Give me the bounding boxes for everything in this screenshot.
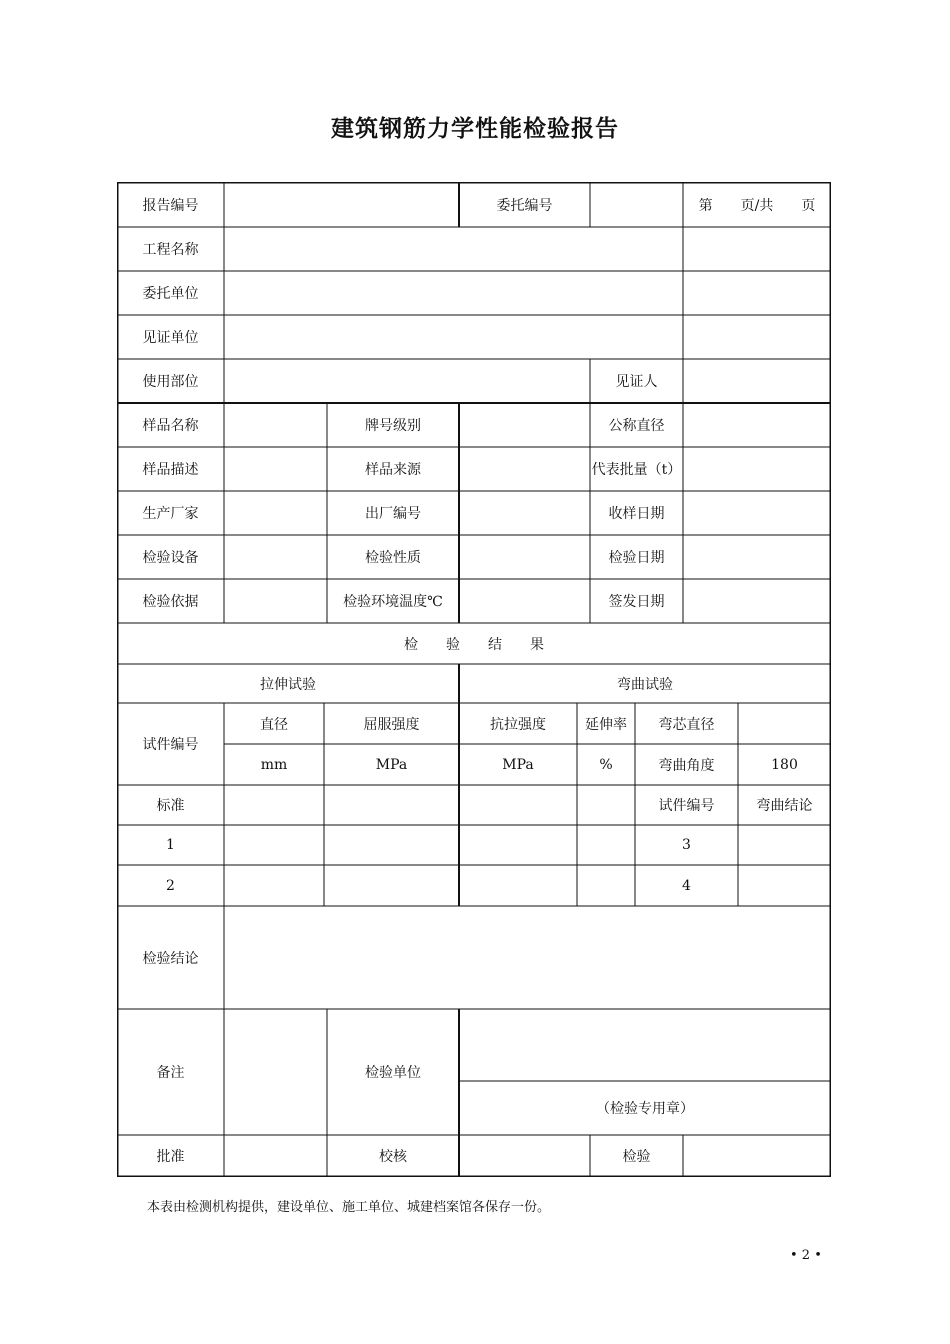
- bend-specimen-number: 3: [682, 837, 691, 853]
- approve-label: 批准: [156, 1149, 185, 1165]
- yield-strength-label: 屈服强度: [363, 716, 420, 733]
- page-number: • 2 •: [790, 1248, 822, 1263]
- review-field[interactable]: [459, 1135, 590, 1177]
- unit-percent: %: [599, 756, 613, 773]
- commission-no-label: 委托编号: [496, 197, 553, 214]
- unit-mpa-tensile: MPa: [502, 756, 534, 773]
- specimen-no-label: 试件编号: [142, 737, 199, 753]
- conclusion-field[interactable]: [224, 906, 831, 1009]
- seal-label: （检验专用章）: [596, 1101, 694, 1117]
- conclusion-label: 检验结论: [142, 950, 199, 967]
- test-date-label: 检验日期: [608, 550, 665, 566]
- bend-angle-value: 180: [771, 756, 798, 773]
- sample-description-label: 样品描述: [142, 462, 199, 478]
- usage-location-field[interactable]: [224, 359, 590, 403]
- client-label: 委托单位: [142, 286, 199, 302]
- bend-specimen-number: 4: [682, 877, 691, 894]
- mandrel-diameter-label: 弯芯直径: [658, 716, 715, 733]
- review-label: 校核: [379, 1149, 407, 1165]
- issue-date-label: 签发日期: [608, 594, 665, 610]
- witness-unit-field[interactable]: [224, 315, 683, 359]
- manufacturer-label: 生产厂家: [142, 506, 199, 522]
- approve-field[interactable]: [224, 1135, 327, 1177]
- client-field[interactable]: [224, 271, 683, 315]
- report-no-label: 报告编号: [142, 197, 199, 214]
- env-temp-label: 检验环境温度℃: [343, 594, 443, 610]
- bend-conclusion-label: 弯曲结论: [756, 798, 813, 814]
- standard-label: 标准: [156, 798, 185, 814]
- specimen-row-number: 1: [166, 837, 175, 853]
- nominal-diameter-label: 公称直径: [608, 418, 665, 434]
- bend-test-label: 弯曲试验: [617, 676, 673, 693]
- test-unit-field[interactable]: [459, 1009, 831, 1081]
- batch-label: 代表批量（t）: [591, 462, 682, 478]
- results-section-title: 检 验 结 果: [404, 636, 544, 653]
- usage-location-label: 使用部位: [142, 374, 199, 390]
- page-title: 建筑钢筋力学性能检验报告: [331, 116, 619, 142]
- test-basis-label: 检验依据: [142, 594, 199, 610]
- sample-source-label: 样品来源: [365, 462, 421, 478]
- mandrel-diameter-field[interactable]: [738, 703, 831, 744]
- project-name-label: 工程名称: [142, 242, 199, 258]
- elongation-label: 延伸率: [585, 716, 627, 733]
- inspect-label: 检验: [622, 1149, 651, 1165]
- page-count-label: 第 页/共 页: [698, 197, 816, 214]
- footnote: 本表由检测机构提供，建设单位、施工单位、城建档案馆各保存一份。: [147, 1200, 551, 1215]
- tensile-strength-label: 抗拉强度: [490, 716, 546, 733]
- test-unit-label: 检验单位: [365, 1065, 421, 1081]
- report-form: [117, 182, 831, 1177]
- inspect-field[interactable]: [683, 1135, 831, 1177]
- tensile-test-label: 拉伸试验: [260, 676, 316, 693]
- remarks-label: 备注: [156, 1065, 185, 1081]
- witness-person-field[interactable]: [683, 359, 831, 403]
- witness-person-label: 见证人: [615, 374, 658, 390]
- report-no-field[interactable]: [224, 182, 459, 227]
- bend-angle-label: 弯曲角度: [658, 757, 715, 774]
- test-nature-label: 检验性质: [365, 550, 421, 566]
- witness-unit-label: 见证单位: [142, 330, 199, 346]
- sample-name-label: 样品名称: [142, 418, 199, 434]
- unit-mpa-yield: MPa: [375, 756, 408, 773]
- receive-date-label: 收样日期: [608, 506, 665, 522]
- grade-label: 牌号级别: [365, 418, 421, 434]
- project-name-field[interactable]: [224, 227, 683, 271]
- specimen-row-number: 2: [166, 877, 175, 894]
- diameter-label: 直径: [260, 716, 288, 733]
- factory-no-label: 出厂编号: [365, 506, 421, 522]
- remarks-field[interactable]: [224, 1009, 327, 1135]
- bend-specimen-no-label: 试件编号: [658, 798, 715, 814]
- equipment-label: 检验设备: [142, 550, 199, 566]
- commission-no-field[interactable]: [590, 182, 683, 227]
- unit-mm: mm: [260, 756, 288, 773]
